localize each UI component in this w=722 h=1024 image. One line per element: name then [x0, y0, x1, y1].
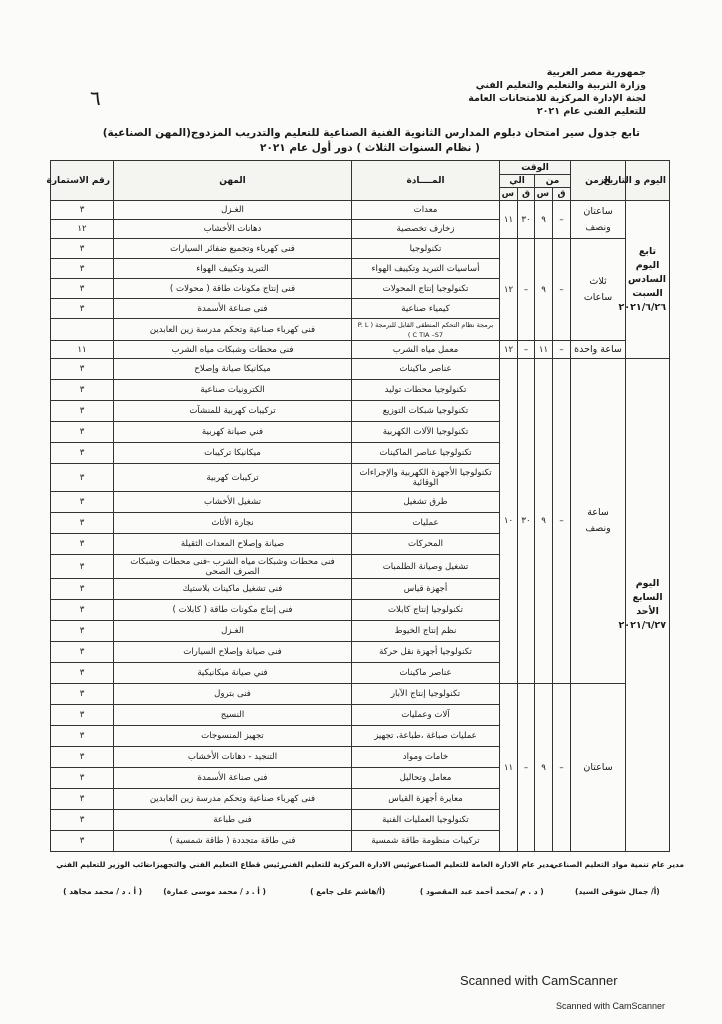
from-s-cell: ٩ [535, 201, 553, 239]
header-time: الوقت [500, 161, 571, 175]
subject-cell: آلات وعمليات [352, 705, 500, 726]
profession-cell: ميكانيكا صيانة وإصلاح [114, 359, 352, 380]
subject-cell: تكنولوجيا العمليات الفنية [352, 810, 500, 831]
form-number-cell: ٣ [51, 621, 114, 642]
form-number-cell: ٣ [51, 443, 114, 464]
document-subtitle: ( نظام السنوات الثلاث ) دور أول عام ٢٠٢١ [260, 142, 480, 154]
profession-cell: تركيبات كهربية للمنشآت [114, 401, 352, 422]
signature-name: (أ/ جمال شوقى السيد) [574, 887, 660, 896]
subject-cell: معدات [352, 201, 500, 220]
subject-cell: معامل وتحاليل [352, 768, 500, 789]
form-number-cell: ٣ [51, 555, 114, 579]
duration-cell: ساعتان ونصف [571, 201, 626, 239]
form-number-cell: ٣ [51, 810, 114, 831]
profession-cell: فنى محطات وشبكات مياه الشرب -فنى محطات وشبكات الصرف الصحى [114, 555, 352, 579]
subject-cell: أجهزة قياس [352, 579, 500, 600]
profession-cell: نجارة الأثاث [114, 513, 352, 534]
profession-cell: تشغيل الأخشاب [114, 492, 352, 513]
profession-cell: فنى طاقة متجددة ( طاقة شمسية ) [114, 831, 352, 852]
header-from-s: س [535, 188, 553, 201]
day-date-cell: اليوم السابع الأحد ٢٠٢١/٦/٢٧ [626, 359, 670, 852]
subject-cell: تكنولوجيا عناصر الماكينات [352, 443, 500, 464]
subject-cell: تكنولوجيا الأجهزة الكهربية والإجراءات الوقائية [352, 464, 500, 492]
ministry-line: وزارة التربية والتعليم والتعليم الفني [475, 80, 646, 91]
subject-cell: تكنولوجيا أجهزة نقل حركة [352, 642, 500, 663]
to-s-cell: ١٢ [500, 239, 518, 341]
from-q-cell: – [553, 359, 571, 684]
profession-cell: فني صيانة كهربية [114, 422, 352, 443]
header-day-date: اليوم و التاريخ [626, 161, 670, 201]
profession-cell: الكترونيات صناعية [114, 380, 352, 401]
scanner-watermark-small: Scanned with CamScanner [556, 1001, 666, 1011]
form-number-cell: ٣ [51, 663, 114, 684]
subject-cell: تشغيل وصيانة الطلمبات [352, 555, 500, 579]
signature-name: (أ/هاشم على جامع ) [310, 887, 386, 896]
signature-name: ( د . م /محمد أحمد عبد المقصود ) [419, 887, 544, 896]
subject-cell: تكنولوجيا [352, 239, 500, 259]
from-q-cell: – [553, 684, 571, 852]
subject-cell: عناصر ماكينات [352, 359, 500, 380]
duration-cell: ثلاث ساعات [571, 239, 626, 341]
profession-cell: النسيج [114, 705, 352, 726]
header-from-q: ق [553, 188, 571, 201]
form-number-cell: ٣ [51, 422, 114, 443]
form-number-cell: ٣ [51, 534, 114, 555]
form-number-cell: ٣ [51, 239, 114, 259]
profession-cell: فني صيانة ميكانيكية [114, 663, 352, 684]
header-from: من [535, 175, 571, 188]
signature-title: نائب الوزير للتعليم الفني [56, 860, 149, 869]
to-q-cell: ٣٠ [518, 359, 535, 684]
form-number-cell: ١١ [51, 341, 114, 359]
subject-cell: معمل مياه الشرب [352, 341, 500, 359]
subject-cell: تركيبات منظومة طاقة شمسية [352, 831, 500, 852]
profession-cell: فنى صناعة الأسمدة [114, 299, 352, 319]
profession-cell: فنى كهرباء صناعية وتحكم مدرسة زين العابدين [114, 319, 352, 341]
subject-cell: تكنولوجيا محطات توليد [352, 380, 500, 401]
form-number-cell: ٣ [51, 747, 114, 768]
signature-name: ( أ . د / محمد موسى عمارة) [163, 887, 266, 896]
to-s-cell: ١٠ [500, 359, 518, 684]
profession-cell: فنى إنتاج مكونات طاقة ( كابلات ) [114, 600, 352, 621]
from-q-cell: – [553, 201, 571, 239]
form-number-cell: ٣ [51, 201, 114, 220]
scanner-watermark: Scanned with CamScanner [460, 973, 618, 988]
from-s-cell: ٩ [535, 359, 553, 684]
ministry-line: للتعليم الفني عام ٢٠٢١ [536, 106, 646, 117]
signatures [44, 860, 684, 920]
header-duration: الزمن [571, 161, 626, 201]
duration-cell: ساعة واحدة [571, 341, 626, 359]
header-subject: المــــادة [352, 161, 500, 201]
form-number-cell: ٣ [51, 579, 114, 600]
form-number-cell: ٣ [51, 831, 114, 852]
profession-cell: فنى تشغيل ماكينات بلاستيك [114, 579, 352, 600]
form-number-cell: ٣ [51, 401, 114, 422]
header-to: الي [500, 175, 535, 188]
form-number-cell: ٣ [51, 279, 114, 299]
from-s-cell: ٩ [535, 684, 553, 852]
form-number-cell: ٣ [51, 492, 114, 513]
subject-cell: زخارف تخصصية [352, 220, 500, 239]
to-s-cell: ١١ [500, 684, 518, 852]
signature-title: مدير عام تنمية مواد التعليم الصناعي [550, 860, 684, 869]
subject-cell: معايرة أجهزة القياس [352, 789, 500, 810]
profession-cell: فنى كهرباء صناعية وتحكم مدرسة زين العابدين [114, 789, 352, 810]
profession-cell: فنى طباعة [114, 810, 352, 831]
from-q-cell: – [553, 239, 571, 341]
ministry-line: جمهورية مصر العربية [546, 67, 646, 78]
signature-block [281, 860, 414, 896]
header-form-number: رقم الاستمارة [51, 161, 114, 201]
form-number-cell: ٣ [51, 299, 114, 319]
form-number-cell: ٣ [51, 789, 114, 810]
subject-cell: كيمياء صناعية [352, 299, 500, 319]
subject-cell: عناصر ماكينات [352, 663, 500, 684]
form-number-cell: ٣ [51, 600, 114, 621]
profession-cell: الغـزل [114, 201, 352, 220]
signature-name: ( أ . د / محمد مجاهد ) [63, 887, 143, 896]
subject-cell: عمليات [352, 513, 500, 534]
signature-block [410, 860, 554, 896]
profession-cell: ميكانيكا تركيبات [114, 443, 352, 464]
from-s-cell: ١١ [535, 341, 553, 359]
signature-title: رئيس قطاع التعليم الفني والتجهيزات [145, 860, 284, 869]
duration-cell: ساعة ونصف [571, 359, 626, 684]
duration-cell: ساعتان [571, 684, 626, 852]
signature-title: مدير عام الادارة العامة للتعليم الصناعي [409, 860, 554, 869]
subject-cell: تكنولوجيا إنتاج الآبار [352, 684, 500, 705]
subject-cell: تكنولوجيا إنتاج كابلات [352, 600, 500, 621]
to-q-cell: – [518, 341, 535, 359]
form-number-cell: ٣ [51, 705, 114, 726]
page-number: ٦ [90, 86, 101, 110]
subject-cell: برمجة نظام التحكم المنطقى القابل للبرمجة ( P. L C TIA –S7 ) [352, 319, 500, 341]
signature-block [56, 860, 149, 896]
from-s-cell: ٩ [535, 239, 553, 341]
signature-block [551, 860, 684, 896]
form-number-cell: ١٢ [51, 220, 114, 239]
subject-cell: المحركات [352, 534, 500, 555]
subject-cell: طرق تشغيل [352, 492, 500, 513]
form-number-cell: ٣ [51, 380, 114, 401]
profession-cell: التنجيد - دهانات الأخشاب [114, 747, 352, 768]
form-number-cell: ٣ [51, 684, 114, 705]
form-number-cell: ٣ [51, 464, 114, 492]
profession-cell: صيانة وإصلاح المعدات الثقيلة [114, 534, 352, 555]
document-title: تابع جدول سير امتحان دبلوم المدارس الثانوية الفنية الصناعية للتعليم والتدريب المزدوج(المهن الصناعية) [102, 127, 640, 139]
profession-cell: تركيبات كهربية [114, 464, 352, 492]
profession-cell: تجهيز المنسوجات [114, 726, 352, 747]
subject-cell: تكنولوجيا شبكات التوزيع [352, 401, 500, 422]
to-q-cell: – [518, 239, 535, 341]
subject-cell: خامات ومواد [352, 747, 500, 768]
subject-cell: تكنولوجيا إنتاج المحولات [352, 279, 500, 299]
ministry-line: لجنة الإدارة المركزية للامتحانات العامة [468, 93, 646, 104]
to-q-cell: ٣٠ [518, 201, 535, 239]
profession-cell: فنى كهرباء وتجميع ضفائر السيارات [114, 239, 352, 259]
subject-cell: عمليات صباغة ،طباعة، تجهيز [352, 726, 500, 747]
form-number-cell: ٣ [51, 726, 114, 747]
subject-cell: أساسيات التبريد وتكييف الهواء [352, 259, 500, 279]
to-s-cell: ١١ [500, 201, 518, 239]
header-professions: المهن [114, 161, 352, 201]
form-number-cell [51, 319, 114, 341]
form-number-cell: ٣ [51, 359, 114, 380]
header-to-s: س [500, 188, 518, 201]
to-q-cell: – [518, 684, 535, 852]
ministry-header [468, 66, 646, 118]
day-date-cell: تابع اليوم السادس السبت ٢٠٢١/٦/٢٦ [626, 201, 670, 359]
to-s-cell: ١٢ [500, 341, 518, 359]
form-number-cell: ٣ [51, 768, 114, 789]
profession-cell: فنى صناعة الأسمدة [114, 768, 352, 789]
profession-cell: فنى بترول [114, 684, 352, 705]
form-number-cell: ٣ [51, 259, 114, 279]
form-number-cell: ٣ [51, 513, 114, 534]
exam-schedule-table [46, 160, 670, 852]
from-q-cell: – [553, 341, 571, 359]
header-to-q: ق [518, 188, 535, 201]
profession-cell: دهانات الأخشاب [114, 220, 352, 239]
form-number-cell: ٣ [51, 642, 114, 663]
subject-cell: نظم إنتاج الخيوط [352, 621, 500, 642]
signature-title: رئيس الادارة المركزية للتعليم الفني [281, 860, 414, 869]
profession-cell: فنى إنتاج مكونات طاقة ( محولات ) [114, 279, 352, 299]
subject-cell: تكنولوجيا الآلات الكهربية [352, 422, 500, 443]
profession-cell: التبريد وتكييف الهواء [114, 259, 352, 279]
profession-cell: فنى محطات وشبكات مياه الشرب [114, 341, 352, 359]
signature-block [145, 860, 284, 896]
profession-cell: الغـزل [114, 621, 352, 642]
profession-cell: فنى صيانة وإصلاح السيارات [114, 642, 352, 663]
